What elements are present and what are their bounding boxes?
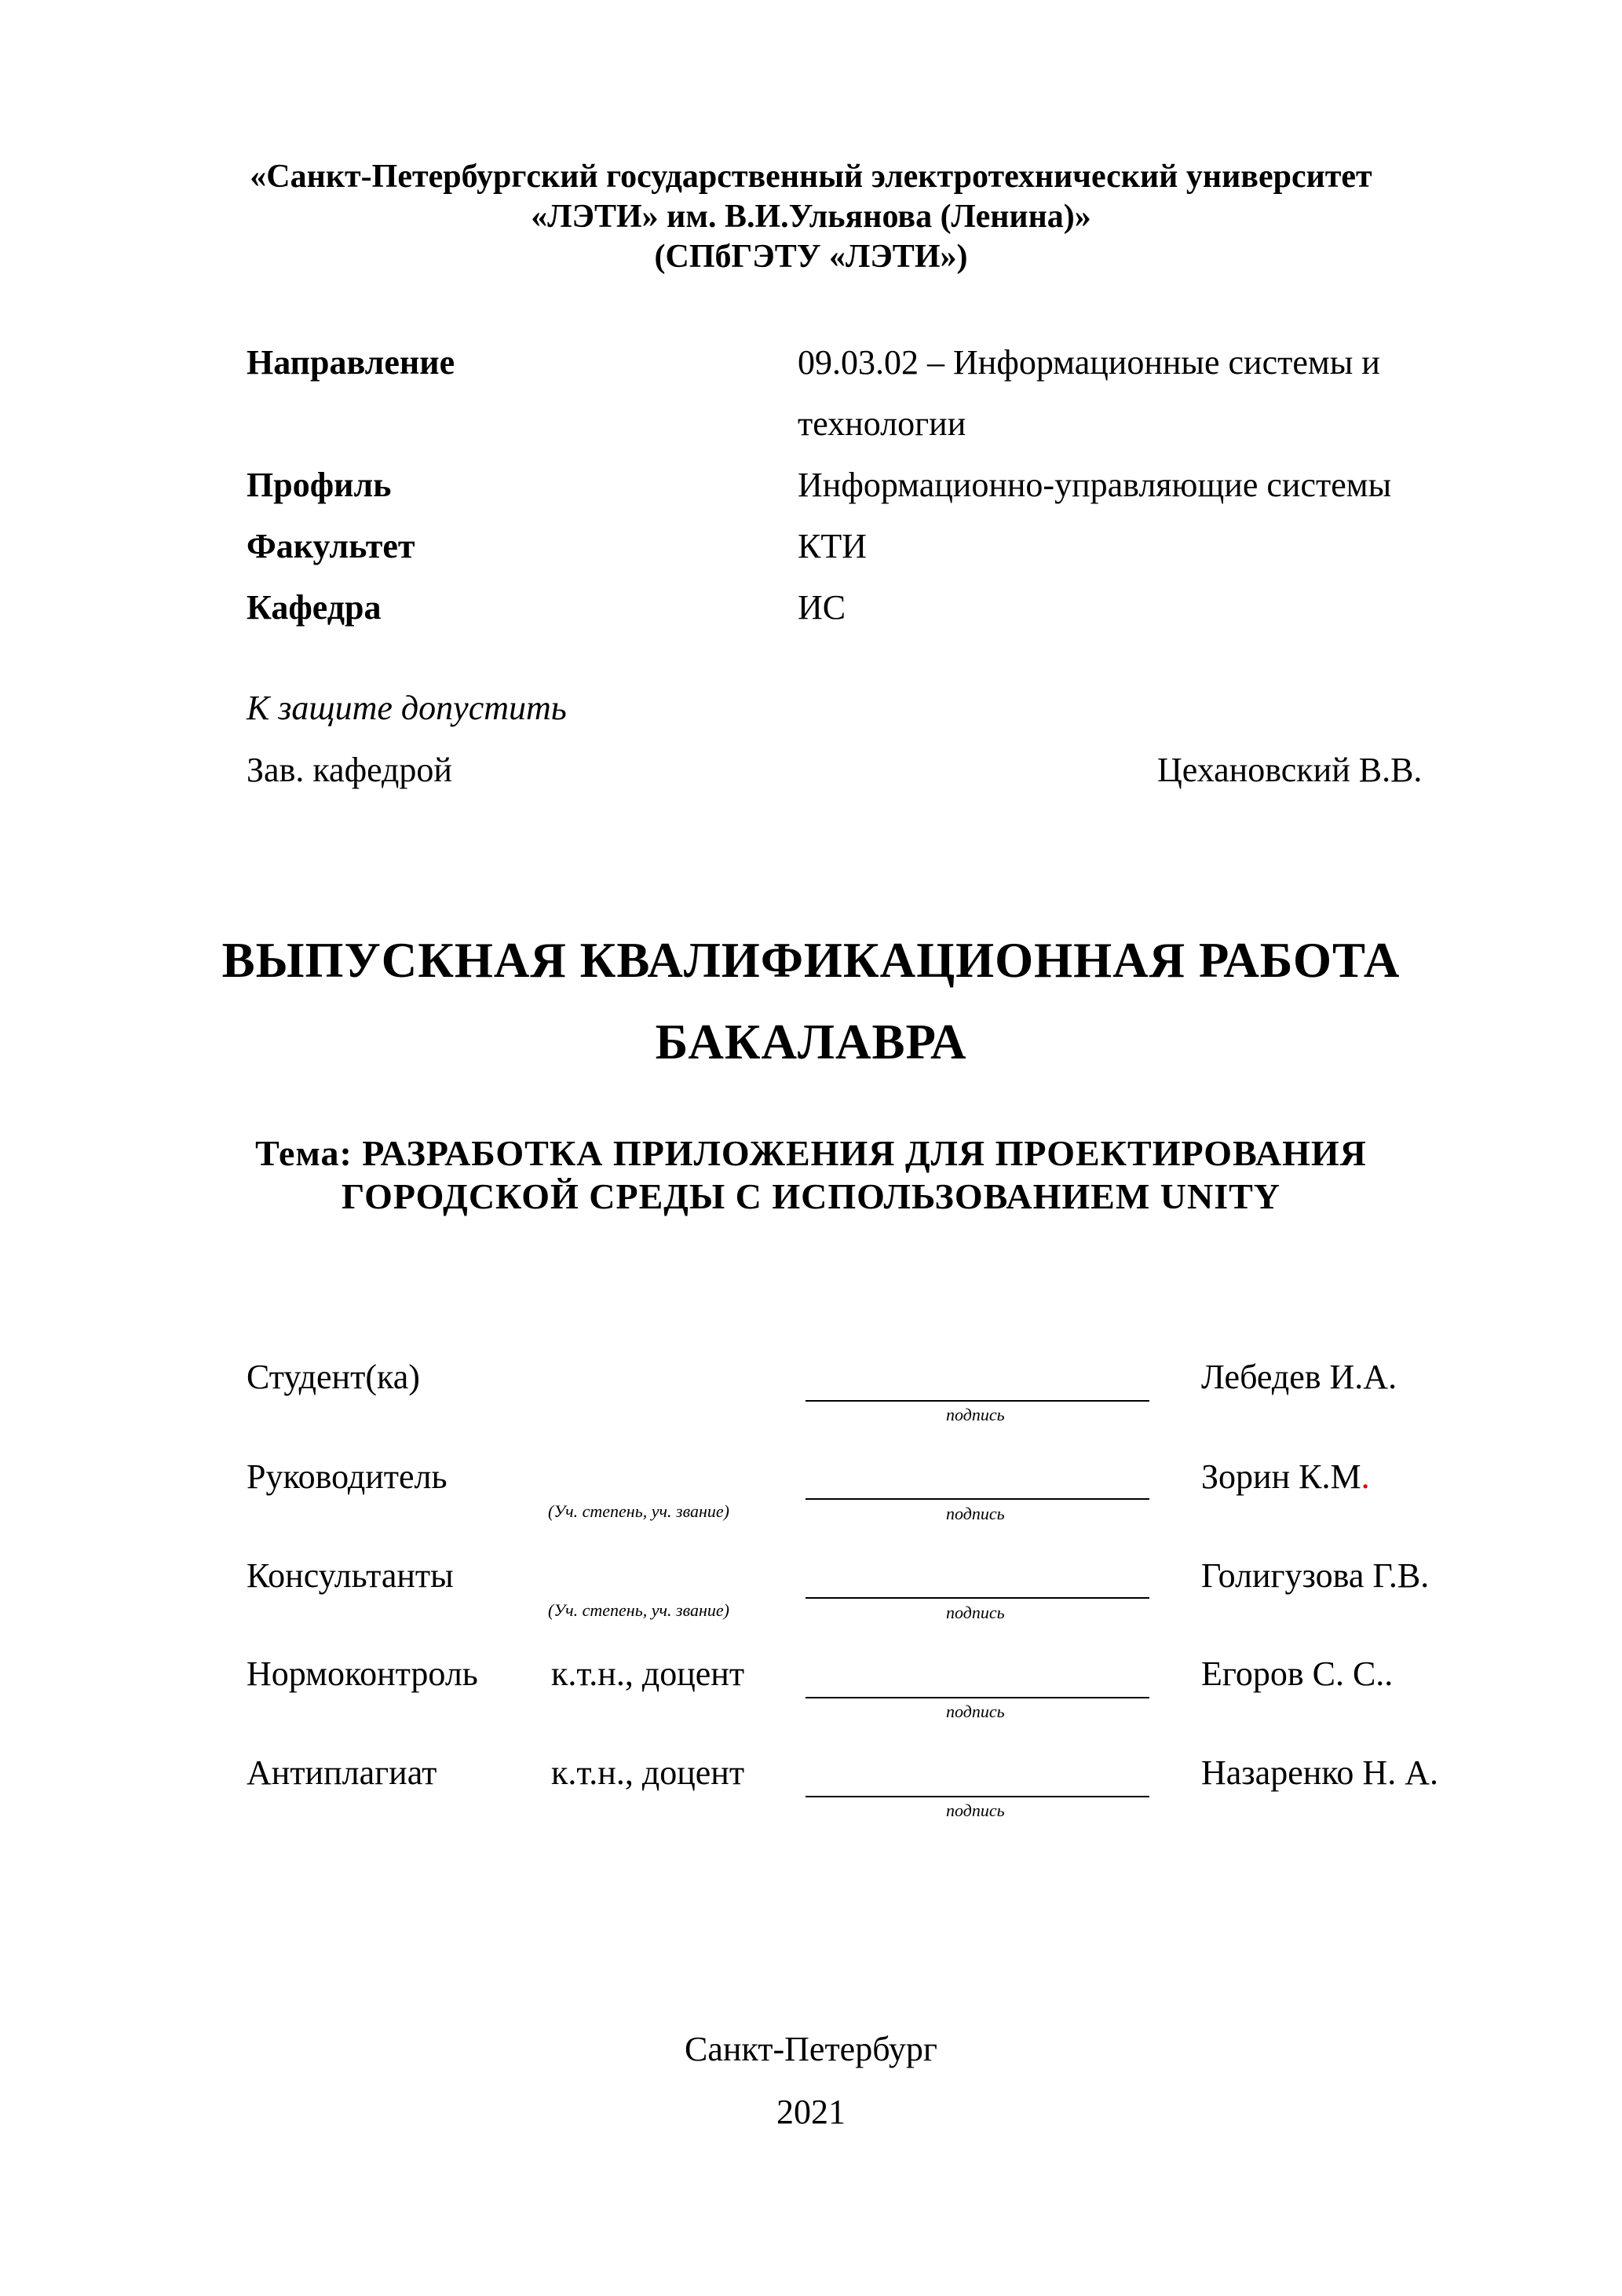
direction-value: 09.03.02 – Информационные системы и [798,343,1380,382]
supervisor-name-dot: . [1361,1457,1370,1496]
student-role: Студент(ка) [247,1358,420,1396]
student-signature-hint: подпись [946,1405,1005,1424]
department-label: Кафедра [247,588,382,627]
supervisor-role: Руководитель [247,1457,448,1496]
normcontrol-role: Нормоконтроль [247,1654,478,1693]
supervisor-degree-hint: (Уч. степень, уч. звание) [548,1501,729,1521]
topic-line1: Тема: РАЗРАБОТКА ПРИЛОЖЕНИЯ ДЛЯ ПРОЕКТИРОВАНИЯ [255,1133,1367,1173]
antiplagiarism-signature-hint: подпись [946,1801,1005,1820]
faculty-value: КТИ [798,527,867,565]
antiplagiarism-signature-line [806,1796,1149,1797]
consultants-signature-line [806,1597,1149,1599]
direction-label: Направление [247,343,455,382]
document-title-line1: ВЫПУСКНАЯ КВАЛИФИКАЦИОННАЯ РАБОТА [221,933,1401,988]
department-value: ИС [798,588,846,627]
document-title-line2: БАКАЛАВРА [655,1015,967,1069]
normcontrol-degree: к.т.н., доцент [551,1654,745,1693]
supervisor-signature-hint: подпись [946,1504,1005,1523]
supervisor-signature-line [806,1498,1149,1500]
approval-text: К защите допустить [247,689,567,727]
profile-label: Профиль [247,466,392,504]
student-signature-line [806,1400,1149,1402]
head-of-department-name: Цехановский В.В. [1157,751,1423,789]
antiplagiarism-name: Назаренко Н. А. [1201,1753,1438,1792]
consultants-signature-hint: подпись [946,1603,1005,1622]
head-of-department-label: Зав. кафедрой [247,751,452,789]
year: 2021 [776,2093,846,2131]
university-abbreviation: (СПбГЭТУ «ЛЭТИ») [654,239,968,275]
city: Санкт-Петербург [685,2030,937,2068]
normcontrol-signature-hint: подпись [946,1702,1005,1721]
university-name-line2: «ЛЭТИ» им. В.И.Ульянова (Ленина)» [531,199,1091,235]
consultants-name: Голигузова Г.В. [1201,1556,1430,1595]
student-name: Лебедев И.А. [1201,1358,1397,1396]
consultants-role: Консультанты [247,1556,454,1595]
antiplagiarism-role: Антиплагиат [247,1753,437,1792]
direction-value-cont: технологии [798,404,966,443]
profile-value: Информационно-управляющие системы [798,466,1392,504]
normcontrol-signature-line [806,1697,1149,1698]
consultants-degree-hint: (Уч. степень, уч. звание) [548,1600,729,1620]
antiplagiarism-degree: к.т.н., доцент [551,1753,745,1792]
topic-line2: ГОРОДСКОЙ СРЕДЫ С ИСПОЛЬЗОВАНИЕМ UNITY [341,1176,1281,1216]
supervisor-name: Зорин К.М. [1201,1457,1370,1496]
faculty-label: Факультет [247,527,415,565]
university-name-line1: «Санкт-Петербургский государственный электротехнический университет [250,159,1372,195]
normcontrol-name: Егоров С. С.. [1201,1654,1394,1693]
